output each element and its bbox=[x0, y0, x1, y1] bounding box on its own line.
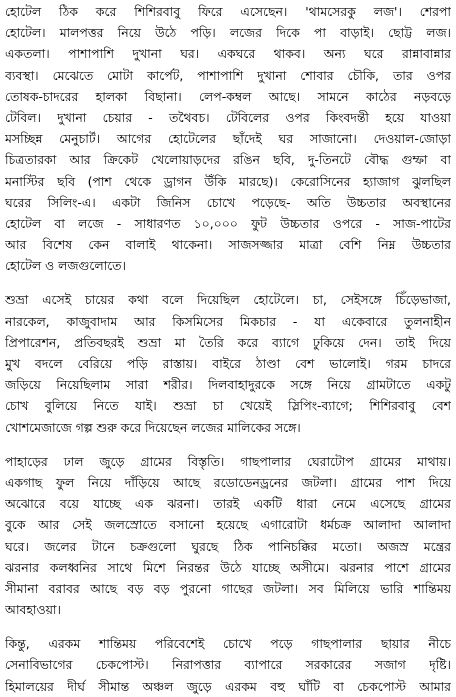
text-line: অঝোরে বয়ে যাচ্ছে এক ঝরনা। তারই একটি ধারা নেমে এসেছে গ্রামের bbox=[5, 496, 451, 512]
paragraph-village bbox=[5, 451, 451, 621]
text-line: হোটেল ঠিক করে শিশিরবাবু ফিরে এসেছেন। 'থামসেরকু লজ'। শেরপা bbox=[5, 4, 451, 19]
text-line: আবহাওয়া। bbox=[5, 602, 61, 618]
text-line: প্রিপারেশন, প্রতিবছরই শুভ্রা মা তৈরি করে ব্যাগে ঢুকিয়ে দেন। তাই দিয়ে bbox=[5, 334, 451, 350]
text-line: আর বিশেষ কেন বালাই থাকেনা। সাজসজ্জার মাত্রা বেশি নিম্ন উচ্চতার bbox=[5, 237, 451, 253]
text-line: জড়িয়ে নিয়েছিলাম সারা শরীর। দিলবাহাদুরকে সঙ্গে নিয়ে গ্রামটাতে একটু bbox=[5, 377, 451, 393]
text-line: খোশমেজাজে গল্প শুরু করে দিয়েছেন লজের মালিকের সঙ্গে। bbox=[5, 419, 301, 435]
text-line: শুভ্রা এসেই চায়ের কথা বলে দিয়েছিল হোটেলে। চা, সেইসঙ্গে চিঁড়েভাজা, bbox=[5, 292, 451, 308]
paragraph-tea-walk bbox=[5, 289, 451, 437]
text-line: ব্যবস্থা। মেঝেতে মোটা কার্পেট, পাশাপাশি দুখানা শোবার চৌকি, তার ওপর bbox=[5, 67, 451, 83]
text-line: কিন্তু, এরকম শান্তিময় পরিবেশেই চোখে পড়ে গাছপালার ছায়ার নীচে bbox=[5, 636, 451, 652]
text-line: সীমানা বরাবর আছে বড় বড় পুরনো গাছের জটলা। সব মিলিয়ে ভারি শান্তিময় bbox=[5, 580, 451, 596]
text-line: পাহাড়ের ঢাল জুড়ে গ্রামের বিস্তৃতি। গাছপালার ঘেরাটোপ গ্রামের মাথায়। bbox=[5, 453, 451, 469]
text-line: মনাস্টির ছবি (পাশ থেকে ড্রাগন উঁকি মারছে)। কেরোসিনের হ্যাজাগ ঝুলছিল bbox=[5, 173, 451, 189]
text-line: একতলা। পাশাপাশি দুখানা ঘর। একঘরে থাকব। অন্য ঘরে রান্নাবান্নার bbox=[5, 46, 451, 62]
text-line: বুকে আর সেই জলস্রোতে বসানো হয়েছে এগারোটা ধর্মচক্র আলাদা আলাদা bbox=[5, 517, 451, 533]
text-line: সেনাবিভাগের চেকপোস্ট। নিরাপত্তার ব্যাপারে সরকারের সজাগ দৃষ্টি। bbox=[5, 657, 451, 673]
text-line: হিমালয়ের দীর্ঘ সীমান্ত অঞ্চল জুড়ে এরকম বহু ঘাঁটি বা চেকপোস্ট আমার bbox=[5, 678, 451, 694]
text-line: হোটেল। মালপত্তর নিয়ে উঠে পড়ি। লজের দিকে পা বাড়াই। ছোট্ট লজ। bbox=[5, 25, 451, 41]
text-line: ঘরে। জলের টানে চক্রগুলো ঘুরছে ঠিক পানিচক্কির মতো। অজস্র মন্ত্রের bbox=[5, 538, 451, 554]
text-line: মুখ বদলে বেরিয়ে পড়ি রাস্তায়। বাইরে ঠাণ্ডা বেশ ভালোই। গরম চাদরে bbox=[5, 356, 451, 371]
text-line: টেবিল। দুখানা চেয়ার - তথৈবচ। টেবিলের ওপর কিংবদন্তী হয়ে যাওয়া bbox=[5, 109, 451, 125]
text-line: ঝরনার কলধ্বনির সাথে মিশে নিরন্তর উঠে যাচ্ছে অসীমে। ঝরনার পাশে গ্রামের bbox=[5, 559, 451, 575]
text-line: একগাছ ফুল নিয়ে দাঁড়িয়ে আছে রডোডেনড্রনের জটলা। গ্রামের পাশ দিয়ে bbox=[5, 474, 451, 490]
text-line: হোটেল ও লজগুলোতে। bbox=[5, 258, 126, 274]
text-line: মসচ্ছিন্ন মেনুচার্ট। আগের হোটেলের ছাঁদেই ঘর সাজানো। দেওয়াল-জোড়া bbox=[5, 131, 451, 147]
text-line: হোটেল বা লজে - সাধারণত ১০,০০০ ফুট উচ্চতার ওপরে - সাজ-পাটের bbox=[5, 215, 451, 231]
text-line: ঘরের সিলিং-এ। একটা জিনিস চোখে পড়েছে- অতি উচ্চতার অবস্থানের bbox=[5, 194, 451, 210]
text-line: চিত্রতারকা আর ক্রিকেট খেলোয়াড়দের রঙিন ছবি, দু-তিনটে বৌদ্ধ গুম্ফা বা bbox=[5, 152, 451, 168]
paragraph-hotel-room bbox=[5, 1, 451, 276]
text-line: নারকেল, কাজুবাদাম আর কিসমিসের মিকচার - যা একেবারে তুলনাহীন bbox=[5, 313, 451, 329]
paragraph-checkpost bbox=[5, 633, 451, 697]
text-line: চোখ বুলিয়ে নিতে যাই। শুভ্রা চা খেয়েই স্লিপিং-ব্যাগে; শিশিরবাবু বেশ bbox=[5, 398, 451, 414]
text-line: তোষক-চাদরের হালকা বিছানা। লেপ-কম্বল আছে। সামনে কাঠের নড়বড়ে bbox=[5, 88, 451, 104]
